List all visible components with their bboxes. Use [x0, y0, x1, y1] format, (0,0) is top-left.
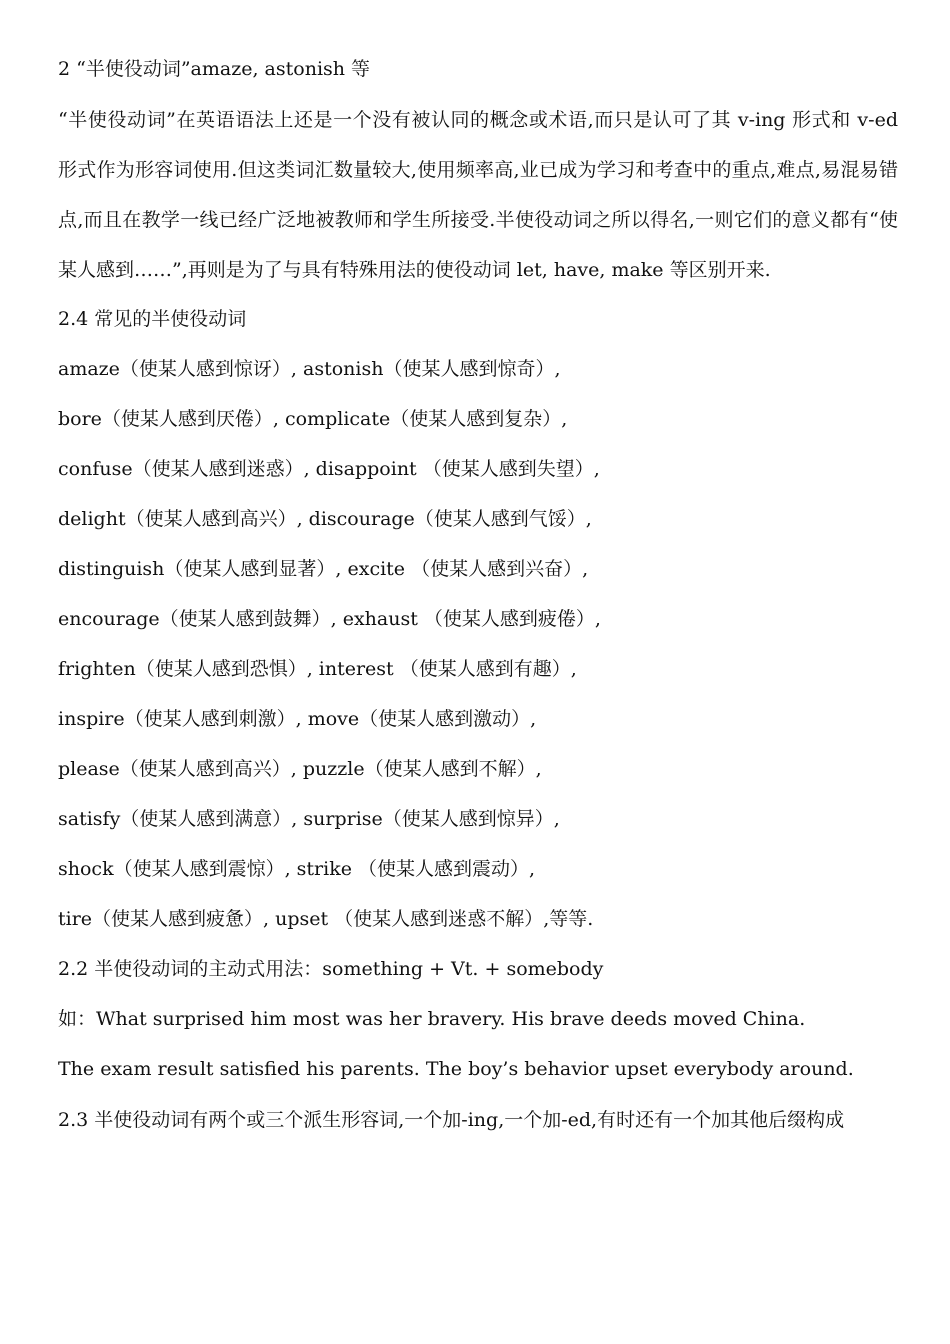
section-heading-2-3: 2.3 半使役动词有两个或三个派生形容词,一个加-ing,一个加-ed,有时还有一个加其他后缀构成 — [58, 1109, 845, 1131]
verb-list-item: frighten（使某人感到恐惧）, interest （使某人感到有趣）, — [58, 658, 577, 680]
verb-list-item: amaze（使某人感到惊讶）, astonish（使某人感到惊奇）, — [58, 358, 561, 380]
verb-list — [58, 357, 898, 932]
verb-list-item: confuse（使某人感到迷惑）, disappoint （使某人感到失望）, — [58, 458, 600, 480]
verb-list-item: encourage（使某人感到鼓舞）, exhaust （使某人感到疲倦）, — [58, 608, 601, 630]
verb-list-item: distinguish（使某人感到显著）, excite （使某人感到兴奋）, — [58, 558, 589, 580]
verb-list-item: tire（使某人感到疲惫）, upset （使某人感到迷惑不解）,等等. — [58, 908, 594, 930]
verb-list-item: please（使某人感到高兴）, puzzle（使某人感到不解）, — [58, 758, 542, 780]
verb-list-item: inspire（使某人感到刺激）, move（使某人感到激动）, — [58, 708, 537, 730]
verb-list-item: satisfy（使某人感到满意）, surprise（使某人感到惊异）, — [58, 808, 560, 830]
verb-list-item: shock（使某人感到震惊）, strike （使某人感到震动）, — [58, 858, 536, 880]
section-heading-2: 2 “半使役动词”amaze, astonish 等 — [58, 58, 371, 80]
document-page — [58, 57, 898, 1157]
section-heading-2-4: 2.4 常见的半使役动词 — [58, 308, 247, 330]
verb-list-item: bore（使某人感到厌倦）, complicate（使某人感到复杂）, — [58, 408, 568, 430]
section-heading-2-2: 2.2 半使役动词的主动式用法：something + Vt. + somebody — [58, 958, 604, 980]
example-sentence: 如：What surprised him most was her bravery. His brave deeds moved China. — [58, 1008, 806, 1030]
intro-paragraph: “半使役动词”在英语语法上还是一个没有被认同的概念或术语,而只是认可了其 v-ing 形式和 v-ed 形式作为形容词使用.但这类词汇数量较大,使用频率高,业已成为学习和考查中的重点,难点,易混易错点,而且在教学一线已经广泛地被教师和学生所接受.半使役动词之所以得名,一则它们的意义都有“使某人感到……”,再则是为了与具有特殊用法的使役动词 let, have, make 等区别开来. — [58, 109, 898, 281]
verb-list-item: delight（使某人感到高兴）, discourage（使某人感到气馁）, — [58, 508, 592, 530]
example-sentence: The exam result satisfied his parents. The boy’s behavior upset everybody around. — [58, 1058, 854, 1080]
